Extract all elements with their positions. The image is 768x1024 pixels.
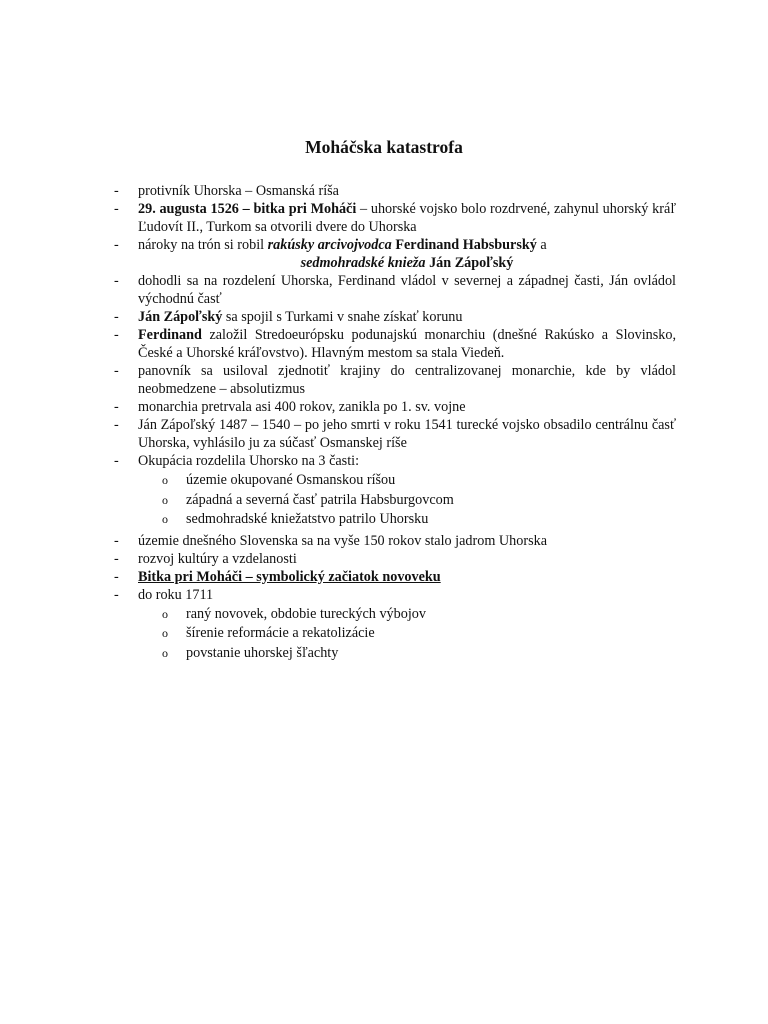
sub-list-item: o územie okupované Osmanskou ríšou bbox=[138, 471, 676, 491]
list-item: - rozvoj kultúry a vzdelanosti bbox=[114, 550, 676, 568]
sub-list-item: o sedmohradské kniežatstvo patrilo Uhorsku bbox=[138, 510, 676, 530]
sub-list-item: o šírenie reformácie a rekatolizácie bbox=[138, 624, 676, 644]
list-item: - Okupácia rozdelila Uhorsko na 3 časti: o územie okupované Osmanskou ríšou o západná a severná časť patrila Habsburgovcom o sedmohradské kniežatstvo patrilo Uhorsku bbox=[114, 452, 676, 530]
sub-list-item: o západná a severná časť patrila Habsburgovcom bbox=[138, 491, 676, 511]
list-item: - Ján Zápoľský 1487 – 1540 – po jeho smrti v roku 1541 turecké vojsko obsadilo centrálnu časť Uhorska, vyhlásilo ju za súčasť Osmanskej ríše bbox=[114, 416, 676, 452]
bold-underlined-text: Bitka pri Moháči – symbolický začiatok novoveku bbox=[138, 568, 441, 585]
list-item: - panovník sa usiloval zjednotiť krajiny do centralizovanej monarchie, kde by vládol neobmedzene – absolutizmus bbox=[114, 362, 676, 398]
bold-italic-text: rakúsky arcivojvodca bbox=[267, 237, 392, 253]
list-item: - nároky na trón si robil rakúsky arcivojvodca Ferdinand Habsburský a sedmohradské knieža Ján Zápoľský bbox=[114, 236, 676, 272]
bullet-list bbox=[114, 182, 676, 665]
list-item: - Ferdinand založil Stredoeurópsku podunajskú monarchiu (dnešné Rakúsko a Slovinsko, České a Uhorské kráľovstvo). Hlavným mestom sa stala Viedeň. bbox=[114, 326, 676, 362]
centered-line bbox=[138, 254, 676, 272]
list-item: - 29. augusta 1526 – bitka pri Moháči – uhorské vojsko bolo rozdrvené, zahynul uhorský kráľ Ľudovít II., Turkom sa otvorili dvere do Uhorska bbox=[114, 200, 676, 236]
list-item: - územie dnešného Slovenska sa na vyše 150 rokov stalo jadrom Uhorska bbox=[114, 532, 676, 550]
bold-text: Ferdinand Habsburský bbox=[391, 237, 537, 253]
bold-italic-text: sedmohradské knieža bbox=[300, 255, 426, 271]
bold-text: Ferdinand bbox=[138, 327, 202, 343]
bold-text: 29. augusta 1526 – bitka pri Moháči bbox=[138, 201, 357, 217]
list-item: - Ján Zápoľský sa spojil s Turkami v snahe získať korunu bbox=[114, 308, 676, 326]
sub-list-item: o povstanie uhorskej šľachty bbox=[138, 644, 676, 664]
bold-text: Ján Zápoľský bbox=[138, 309, 223, 325]
list-item: - do roku 1711 o raný novovek, obdobie tureckých výbojov o šírenie reformácie a rekatolizácie o povstanie uhorskej šľachty bbox=[114, 586, 676, 664]
sub-list-item: o raný novovek, obdobie tureckých výbojov bbox=[138, 605, 676, 625]
sub-list bbox=[138, 605, 676, 664]
list-item bbox=[114, 568, 676, 586]
document-title: Moháčska katastrofa bbox=[305, 137, 463, 157]
list-item: - monarchia pretrvala asi 400 rokov, zanikla po 1. sv. vojne bbox=[114, 398, 676, 416]
list-item: - dohodli sa na rozdelení Uhorska, Ferdinand vládol v severnej a západnej časti, Ján ovládol východnú časť bbox=[114, 272, 676, 308]
sub-list bbox=[138, 471, 676, 530]
bold-text: Ján Zápoľský bbox=[425, 255, 514, 271]
list-item: - protivník Uhorska – Osmanská ríša bbox=[114, 182, 676, 200]
